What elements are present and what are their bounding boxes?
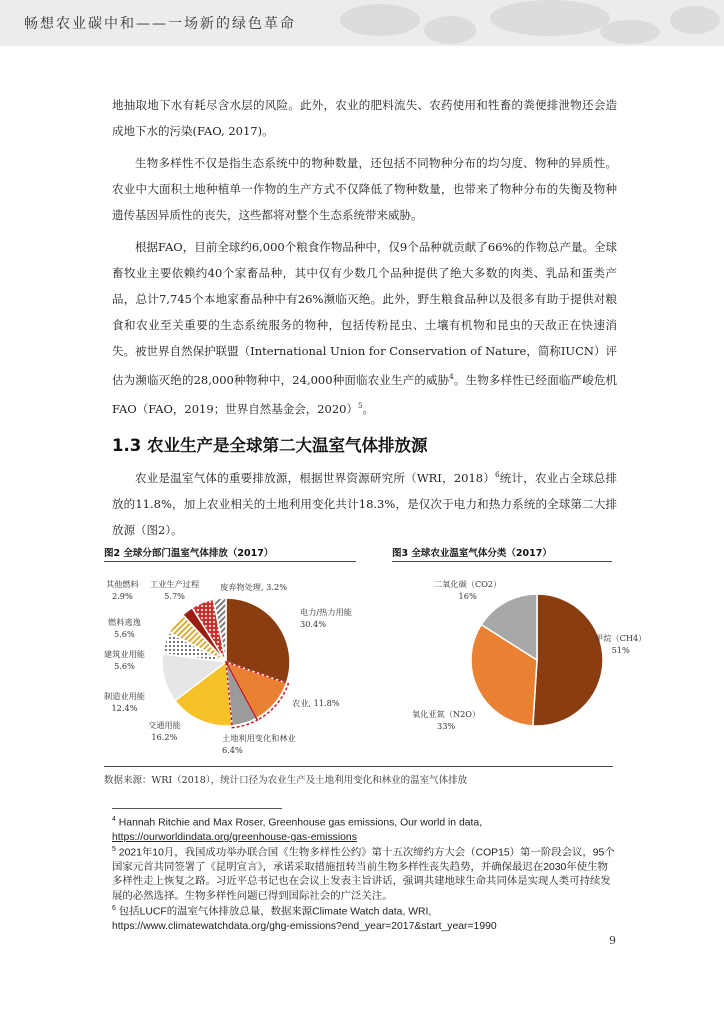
source-rule bbox=[104, 766, 613, 767]
footnote-text: Hannah Ritchie and Max Roser, Greenhouse gas emissions, Our world in data, bbox=[118, 817, 483, 829]
footnote-rule bbox=[112, 808, 282, 809]
pie2-label-manufacturing: 制造业用能 12.4% bbox=[104, 691, 145, 713]
footnote-link[interactable]: https://ourworldindata.org/greenhouse-gas-emissions bbox=[112, 831, 357, 843]
footnote-mark: 6 bbox=[112, 905, 116, 912]
pie2-label-fugitive: 燃料逃逸 5.6% bbox=[108, 617, 141, 639]
pie2-label-landuse: 土地利用变化和林业 6.4% bbox=[222, 733, 296, 755]
section-heading: 1.3 农业生产是全球第二大温室气体排放源 bbox=[112, 436, 428, 455]
pie3-slice-0 bbox=[533, 594, 603, 726]
figure2-title: 图2 全球分部门温室气体排放（2017） bbox=[104, 548, 274, 559]
paragraph-emissions-text-a: 农业是温室气体的重要排放源，根据世界资源研究所（WRI，2018） bbox=[135, 470, 496, 485]
figure3-rule bbox=[392, 561, 612, 562]
paragraph-fao-crops bbox=[112, 234, 617, 422]
pie3-label-ch4: 甲烷（CH4） 51% bbox=[595, 633, 647, 655]
footnote-ref-4[interactable]: 4 bbox=[449, 373, 454, 381]
chart-figure3 bbox=[467, 590, 607, 730]
page-header bbox=[0, 0, 724, 46]
footnote-link[interactable]: https://www.climatewatchdata.org/ghg-emissions?end_year=2017&start_year=1990 bbox=[112, 920, 497, 932]
footnote-4 bbox=[112, 813, 617, 845]
page-number: 9 bbox=[609, 934, 616, 947]
paragraph-agriculture-emissions bbox=[112, 462, 617, 543]
data-source: 数据来源：WRI（2018），统计口径为农业生产及土地利用变化和林业的温室气体排放 bbox=[104, 775, 468, 786]
footnote-ref-6[interactable]: 6 bbox=[495, 471, 500, 479]
pie2-label-agriculture: 农业, 11.8% bbox=[292, 698, 340, 708]
paragraph-emissions-text-b: 统计，农业占全球总排放的11.8%，加上农业相关的土地利用变化共计18.3%，是仅次于电力和热力系统的全球第二大排放源（图2）。 bbox=[112, 470, 617, 537]
paragraph-crisis-text: 生物多样性已经面临严峻危机FAO（FAO，2019；世界自然基金会，2020） bbox=[112, 372, 618, 416]
pie2-label-other-fuel: 其他燃料 2.9% bbox=[106, 579, 139, 601]
pie3-label-co2: 二氧化碳（CO2） 16% bbox=[434, 579, 502, 601]
pie2-label-waste: 废弃物处理, 3.2% bbox=[220, 582, 287, 592]
footnote-5 bbox=[112, 843, 617, 904]
sentence-end: 。 bbox=[362, 401, 374, 416]
footnote-mark: 5 bbox=[112, 846, 116, 853]
running-title: 畅想农业碳中和——一场新的绿色革命 bbox=[24, 16, 296, 32]
footnote-ref-5[interactable]: 5 bbox=[357, 401, 363, 410]
world-map-graphic bbox=[300, 0, 724, 46]
figure3-title: 图3 全球农业温室气体分类（2017） bbox=[392, 548, 552, 559]
paragraph-biodiversity: 生物多样性不仅是指生态系统中的物种数量，还包括不同物种分布的均匀度、物种的异质性。农业中大面积土地种植单一作物的生产方式不仅降低了物种数量，也带来了物种分布的失衡及物种遗传基因异质性的丧失，这些都将对整个生态系统带来威胁。 bbox=[112, 156, 617, 222]
footnote-6 bbox=[112, 902, 617, 934]
paragraph-groundwater: 地抽取地下水有耗尽含水层的风险。此外，农业的肥料流失、农药使用和牲畜的粪便排泄物还会造成地下水的污染(FAO, 2017)。 bbox=[112, 98, 617, 138]
footnote-mark: 4 bbox=[112, 816, 116, 823]
pie3-label-n2o: 氧化亚氮（N2O） 33% bbox=[412, 709, 481, 731]
pie2-label-industry: 工业生产过程 5.7% bbox=[150, 579, 200, 601]
sentence-end: 。 bbox=[453, 372, 466, 387]
pie2-label-building: 建筑业用能 5.6% bbox=[104, 649, 145, 671]
figure2-rule bbox=[104, 561, 356, 562]
footnote-text: 2021年10月，我国成功举办联合国《生物多样性公约》第十五次缔约方大会（COP15）第一阶段会议，95个国家元首共同签署了《昆明宣言》，承诺采取措施扭转当前生物多样性丧失趋势，并确保最迟在2030年使生物多样性走上恢复之路。习近平总书记也在会议上发表主旨讲话，强调共建地球生命共同体是实现人类可持续发展的必然选择。生物多样性问题已得到国际社会的广泛关注。 bbox=[112, 847, 615, 902]
paragraph-fao-crops-text: 根据FAO，目前全球约6,000个粮食作物品种中，仅9个品种就贡献了66%的作物总产量。全球畜牧业主要依赖约40个家畜品种，其中仅有少数几个品种提供了绝大多数的肉类、乳品和蛋类产品，总计7,745个本地家畜品种中有26%濒临灭绝。此外，野生粮食品种以及很多有助于提供对粮食和农业至关重要的生态系统服务的物种，包括传粉昆虫、土壤有机物和昆虫的天敌正在快速消失。被世界自然保护联盟（International Union for Conservation of Nature，简称IUCN）评估为濒临灭绝的28,000种物种中，24,000种面临农业生产的威胁 bbox=[112, 240, 617, 387]
footnote-text: 包括LUCF的温室气体排放总量，数据来源Climate Watch data, WRI, bbox=[118, 906, 432, 918]
pie2-label-power: 电力/热力用能 30.4% bbox=[300, 607, 352, 629]
pie2-label-transport: 交通用能 16.2% bbox=[148, 720, 181, 742]
